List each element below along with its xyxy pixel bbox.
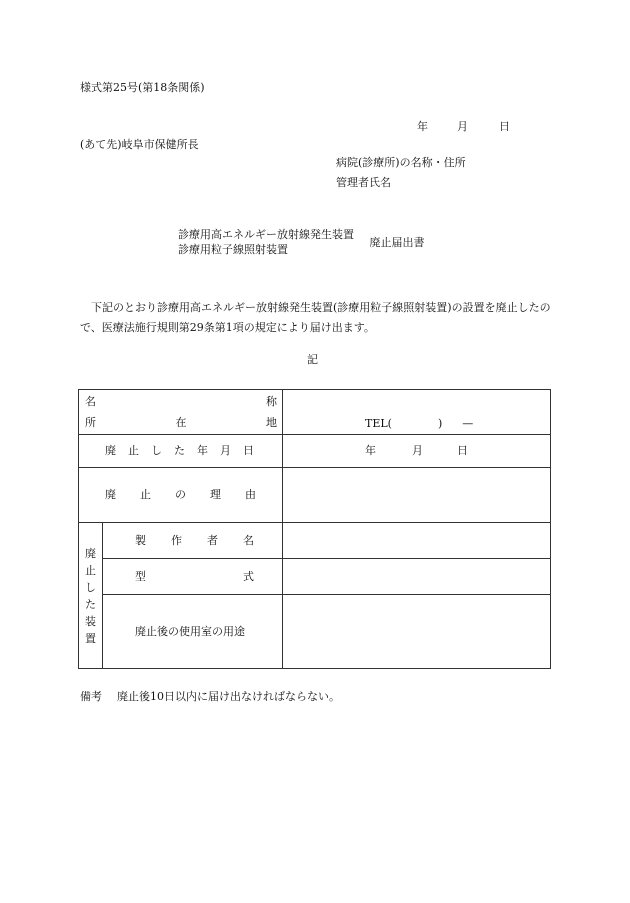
name-label: 名 称 [85, 394, 277, 408]
date-day: 日 [499, 120, 510, 133]
name-location-value[interactable] [283, 390, 551, 435]
maker-value[interactable] [283, 523, 551, 559]
addressee: (あて先)岐阜市保健所長 [80, 138, 199, 151]
header-date [417, 120, 510, 134]
tel-field: TEL( ) — [365, 417, 474, 430]
hospital-label: 病院(診療所)の名称・住所 [336, 156, 466, 169]
body-text: 下記のとおり診療用高エネルギー放射線発生装置(診療用粒子線照射装置)の設置を廃止したので、医療法施行規則第29条第1項の規定により届け出ます。 [80, 301, 551, 334]
row-model [79, 559, 551, 595]
title-line-2: 診療用粒子線照射装置 [178, 243, 288, 256]
row-room-use [79, 595, 551, 669]
date-month: 月 [457, 120, 468, 133]
abolish-date-value[interactable] [283, 435, 551, 468]
remark-text: 廃止後10日以内に届け出なければならない。 [117, 690, 340, 703]
remark-label: 備考 [80, 690, 102, 703]
row-name-location [79, 390, 551, 435]
name-location-label [79, 390, 283, 435]
reason-value[interactable] [283, 468, 551, 523]
row-reason [79, 468, 551, 523]
abolish-month: 月 [412, 444, 423, 458]
date-year: 年 [417, 120, 428, 133]
abolish-date-label: 廃 止 し た 年 月 日 [79, 435, 283, 468]
manager-label: 管理者氏名 [336, 176, 391, 189]
form-table [78, 389, 551, 669]
device-group-label: 廃 止 し た 装 置 [79, 523, 103, 669]
model-value[interactable] [283, 559, 551, 595]
room-use-label: 廃止後の使用室の用途 [103, 595, 283, 669]
reason-label: 廃 止 の 理 由 [79, 468, 283, 523]
form-number: 様式第25号(第18条関係) [80, 81, 205, 94]
model-label: 型 式 [103, 559, 283, 595]
location-label: 所 在 地 [85, 415, 277, 429]
room-use-value[interactable] [283, 595, 551, 669]
abolish-year: 年 [365, 444, 376, 458]
title-line-1: 診療用高エネルギー放射線発生装置 [178, 228, 354, 241]
title-suffix: 廃止届出書 [369, 236, 425, 250]
row-abolish-date [79, 435, 551, 468]
ki-heading: 記 [307, 353, 318, 366]
document-title [178, 228, 425, 258]
maker-label: 製 作 者 名 [103, 523, 283, 559]
remark [80, 690, 340, 704]
abolish-day: 日 [457, 444, 468, 458]
row-maker [79, 523, 551, 559]
